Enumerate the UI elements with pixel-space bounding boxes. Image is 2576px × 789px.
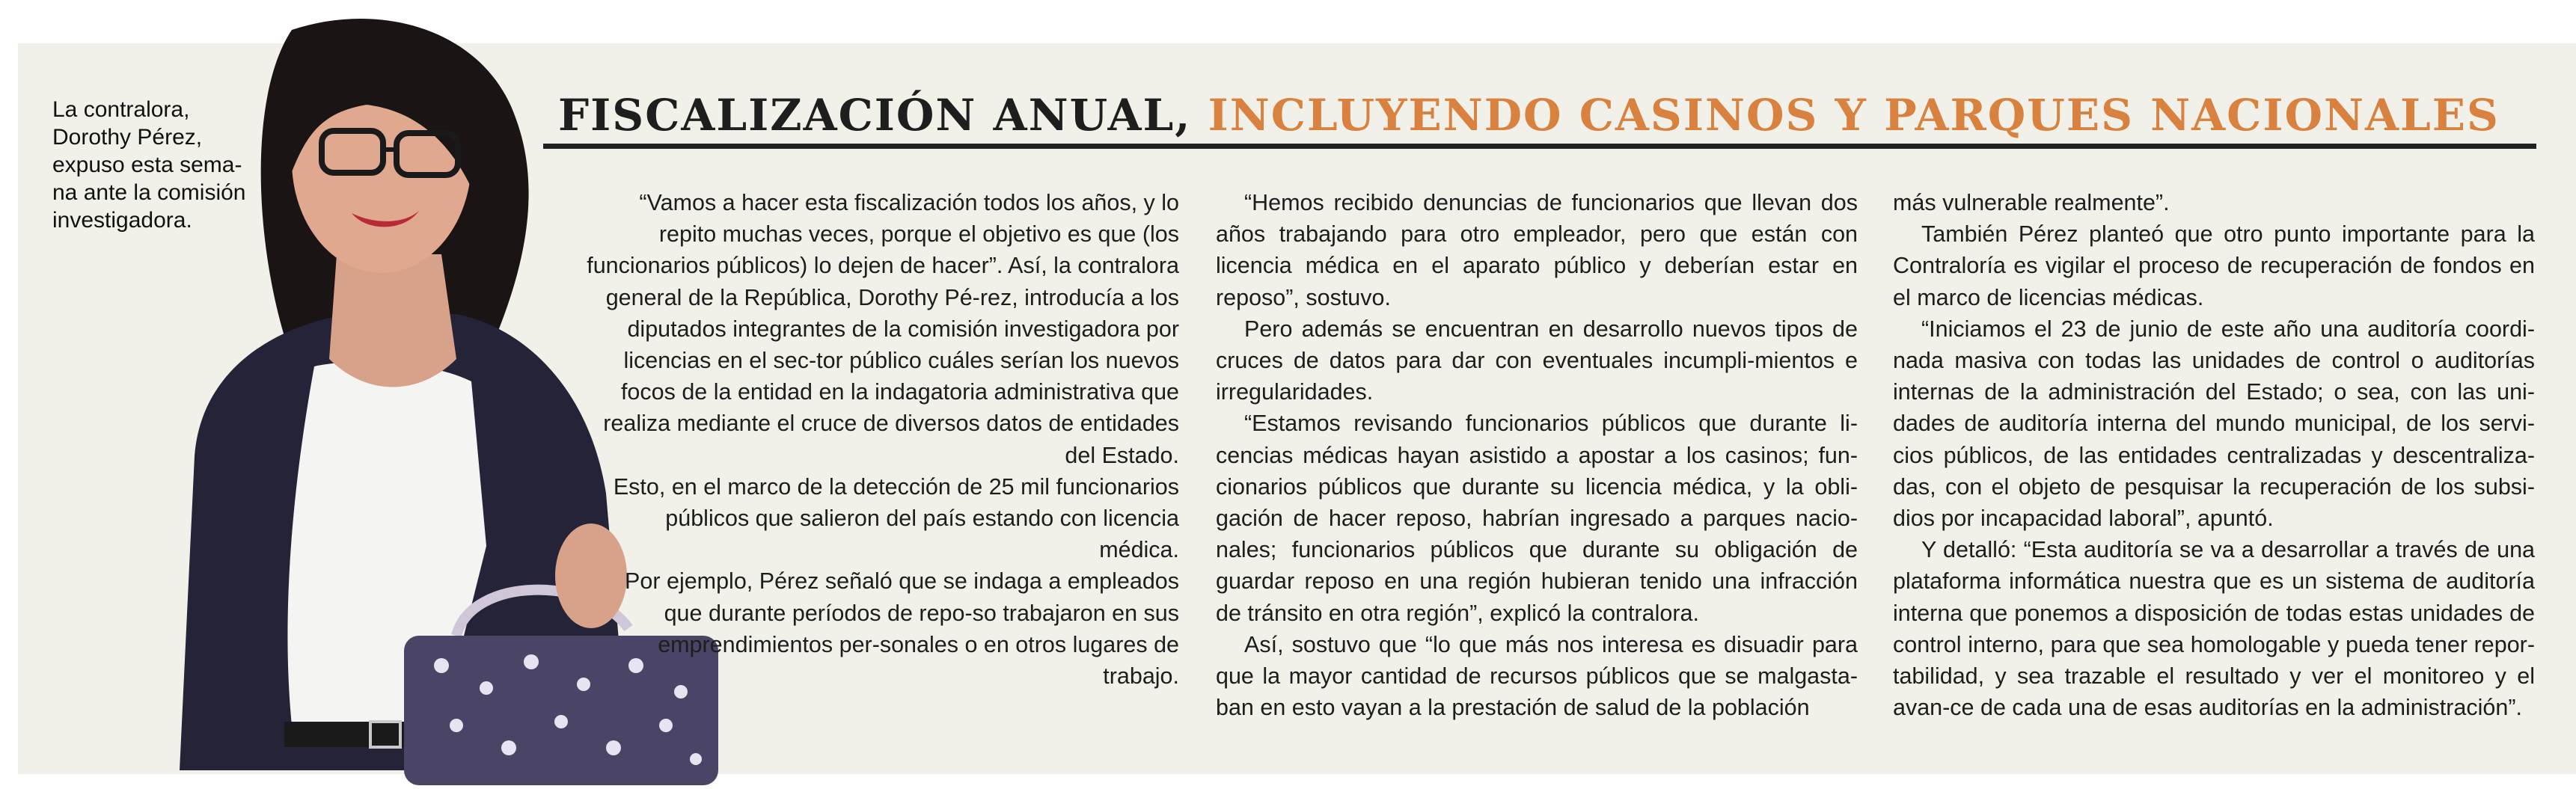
headline-part-dark: FISCALIZACIÓN ANUAL, — [558, 90, 1192, 141]
paragraph: “Vamos a hacer esta fiscalización todos los años, y lo repito muchas veces, porque el objetivo es que (los funcionarios públicos) lo dejen de hacer”. Así, la contralora general de la República, Dorothy Pé-rez, introducía a los diputados integrantes de la comisión investigadora por licencias en el sec-tor público cuáles serían los nuevos focos de la entidad en la indagatoria administrativa que realiza mediante el cruce de diversos datos de entidades del Estado. — [587, 190, 1179, 468]
headline-part-accent: INCLUYENDO CASINOS Y PARQUES NACIONALES — [1208, 90, 2500, 141]
caption-line: La contralora, — [52, 97, 190, 122]
photo-caption — [52, 96, 277, 234]
caption-line: investigadora. — [52, 208, 192, 233]
headline-rule — [543, 144, 2536, 149]
paragraph: Y detalló: “Esta auditoría se va a desarrollar a través de una plataforma informática nuestra que es un sistema de auditoría interna que ponemos a disposición de todas estas unidades de control interno, para que sea homologable y pueda tener repor-tabilidad, y sea trazable el resultado y ver el monitoreo y el avan-ce de cada una de esas auditorías en la administración”. — [1893, 537, 2535, 721]
article-column-1 — [582, 187, 1179, 692]
paragraph: “Hemos recibido denuncias de funcionarios que llevan dos años trabajando para otro empleador, pero que están con licencia médica en el aparato público y deberían estar en reposo”, sostuvo. — [1216, 190, 1858, 310]
paragraph: Así, sostuvo que “lo que más nos interesa es disuadir para que la mayor cantidad de recursos públicos que se malgasta-ban en esto vayan a la prestación de salud de la población — [1216, 631, 1858, 721]
article-headline — [558, 88, 2541, 142]
paragraph: También Pérez planteó que otro punto importante para la Contraloría es vigilar el proceso de recuperación de fondos en el marco de licencias médicas. — [1893, 221, 2535, 310]
caption-line: Dorothy Pérez, — [52, 125, 203, 150]
article-column-2 — [1216, 187, 1858, 723]
paragraph: “Iniciamos el 23 de junio de este año una auditoría coordi-nada masiva con todas las unidades de control o auditorías internas de la administración del Estado; o sea, con las uni-dades de auditoría interna del mundo municipal, de los servi-cios públicos, de las entidades centralizadas y descentraliza-das, con el objeto de pesquisar la recuperación de los subsi-dios por incapacidad laboral”, apuntó. — [1893, 316, 2535, 532]
caption-line: expuso esta sema- — [52, 153, 242, 177]
paragraph: más vulnerable realmente”. — [1893, 190, 2170, 215]
article-column-3 — [1893, 187, 2535, 723]
paragraph: Por ejemplo, Pérez señaló que se indaga a empleados que durante períodos de repo-so trabajaron en sus emprendimientos per-sonales o en otros lugares de trabajo. — [625, 568, 1179, 690]
paragraph: Pero además se encuentran en desarrollo nuevos tipos de cruces de datos para dar con eventuales incumpli-mientos e irregularidades. — [1216, 316, 1858, 405]
paragraph: Esto, en el marco de la detección de 25 mil funcionarios públicos que salieron del país estando con licencia médica. — [613, 473, 1179, 563]
paragraph: “Estamos revisando funcionarios públicos que durante li-cencias médicas hayan asistido a apostar a los casinos; fun-cionarios públicos que durante su licencia médica, y la obli-gación de hacer reposo, habrían ingresado a parques nacio-nales; funcionarios públicos que durante su obligación de guardar reposo en una región hubieran tenido una infracción de tránsito en otra región”, explicó la contralora. — [1216, 411, 1858, 626]
caption-line: na ante la comisión — [52, 180, 246, 205]
